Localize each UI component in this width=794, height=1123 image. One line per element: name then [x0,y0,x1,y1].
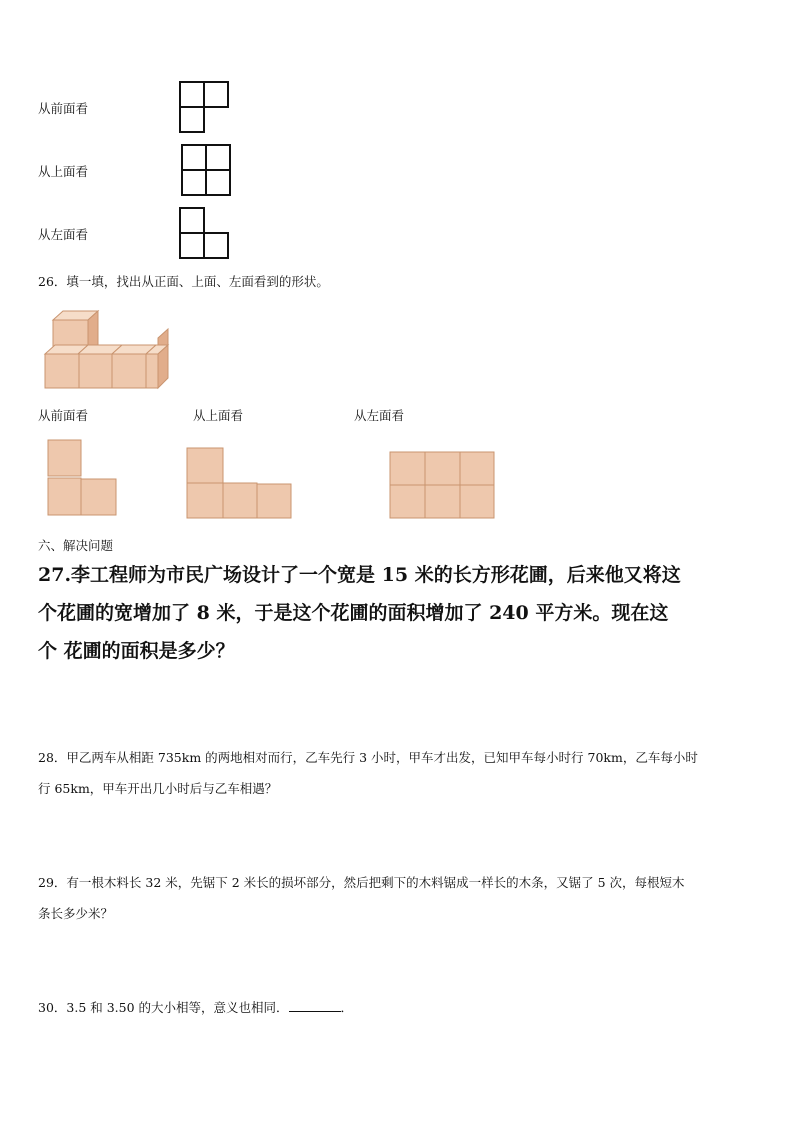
answer-front-view [46,438,120,518]
question-30-text: 30．3.5 和 3.50 的大小相等，意义也相同． [38,1000,289,1015]
question-29-line-1: 29．有一根木料长 32 米，先锯下 2 米长的损坏部分，然后把剩下的木料锯成一样长的木条，又锯了 5 次，每根短木 [38,875,685,890]
answer-left-view [388,450,498,521]
answer-label-top: 从上面看 [193,408,244,423]
question-26-text: 26．填一填，找出从正面、上面、左面看到的形状。 [38,274,329,289]
question-28 [38,742,768,804]
cube-stack-figure [40,300,175,392]
front-view-figure [178,80,230,134]
question-27-line-2: 个花圃的宽增加了 8 米，于是这个花圃的面积增加了 240 平方米。现在这 [38,602,669,624]
answer-blank[interactable] [289,999,341,1012]
view-label-top: 从上面看 [38,164,89,179]
question-28-line-2: 行 65km，甲车开出几小时后与乙车相遇？ [38,781,278,796]
question-28-line-1: 28．甲乙两车从相距 735km 的两地相对而行，乙车先行 3 小时，甲车才出发，已知甲车每小时行 70km，乙车每小时 [38,750,698,765]
question-27-line-1: 27.李工程师为市民广场设计了一个宽是 15 米的长方形花圃，后来他又将这 [38,564,681,586]
top-view-figure [180,143,232,197]
question-29 [38,867,768,929]
section-title: 六、解决问题 [38,538,114,553]
view-label-front: 从前面看 [38,101,89,116]
question-30-end: ． [340,1000,354,1015]
question-27 [38,556,768,670]
answer-label-front: 从前面看 [38,408,89,423]
left-view-figure [178,206,230,260]
answer-top-view [186,446,296,522]
question-27-line-3: 个 花圃的面积是多少？ [38,640,235,662]
view-label-left: 从左面看 [38,227,89,242]
question-30 [38,992,768,1023]
answer-label-left: 从左面看 [354,408,405,423]
question-29-line-2: 条长多少米？ [38,906,114,921]
